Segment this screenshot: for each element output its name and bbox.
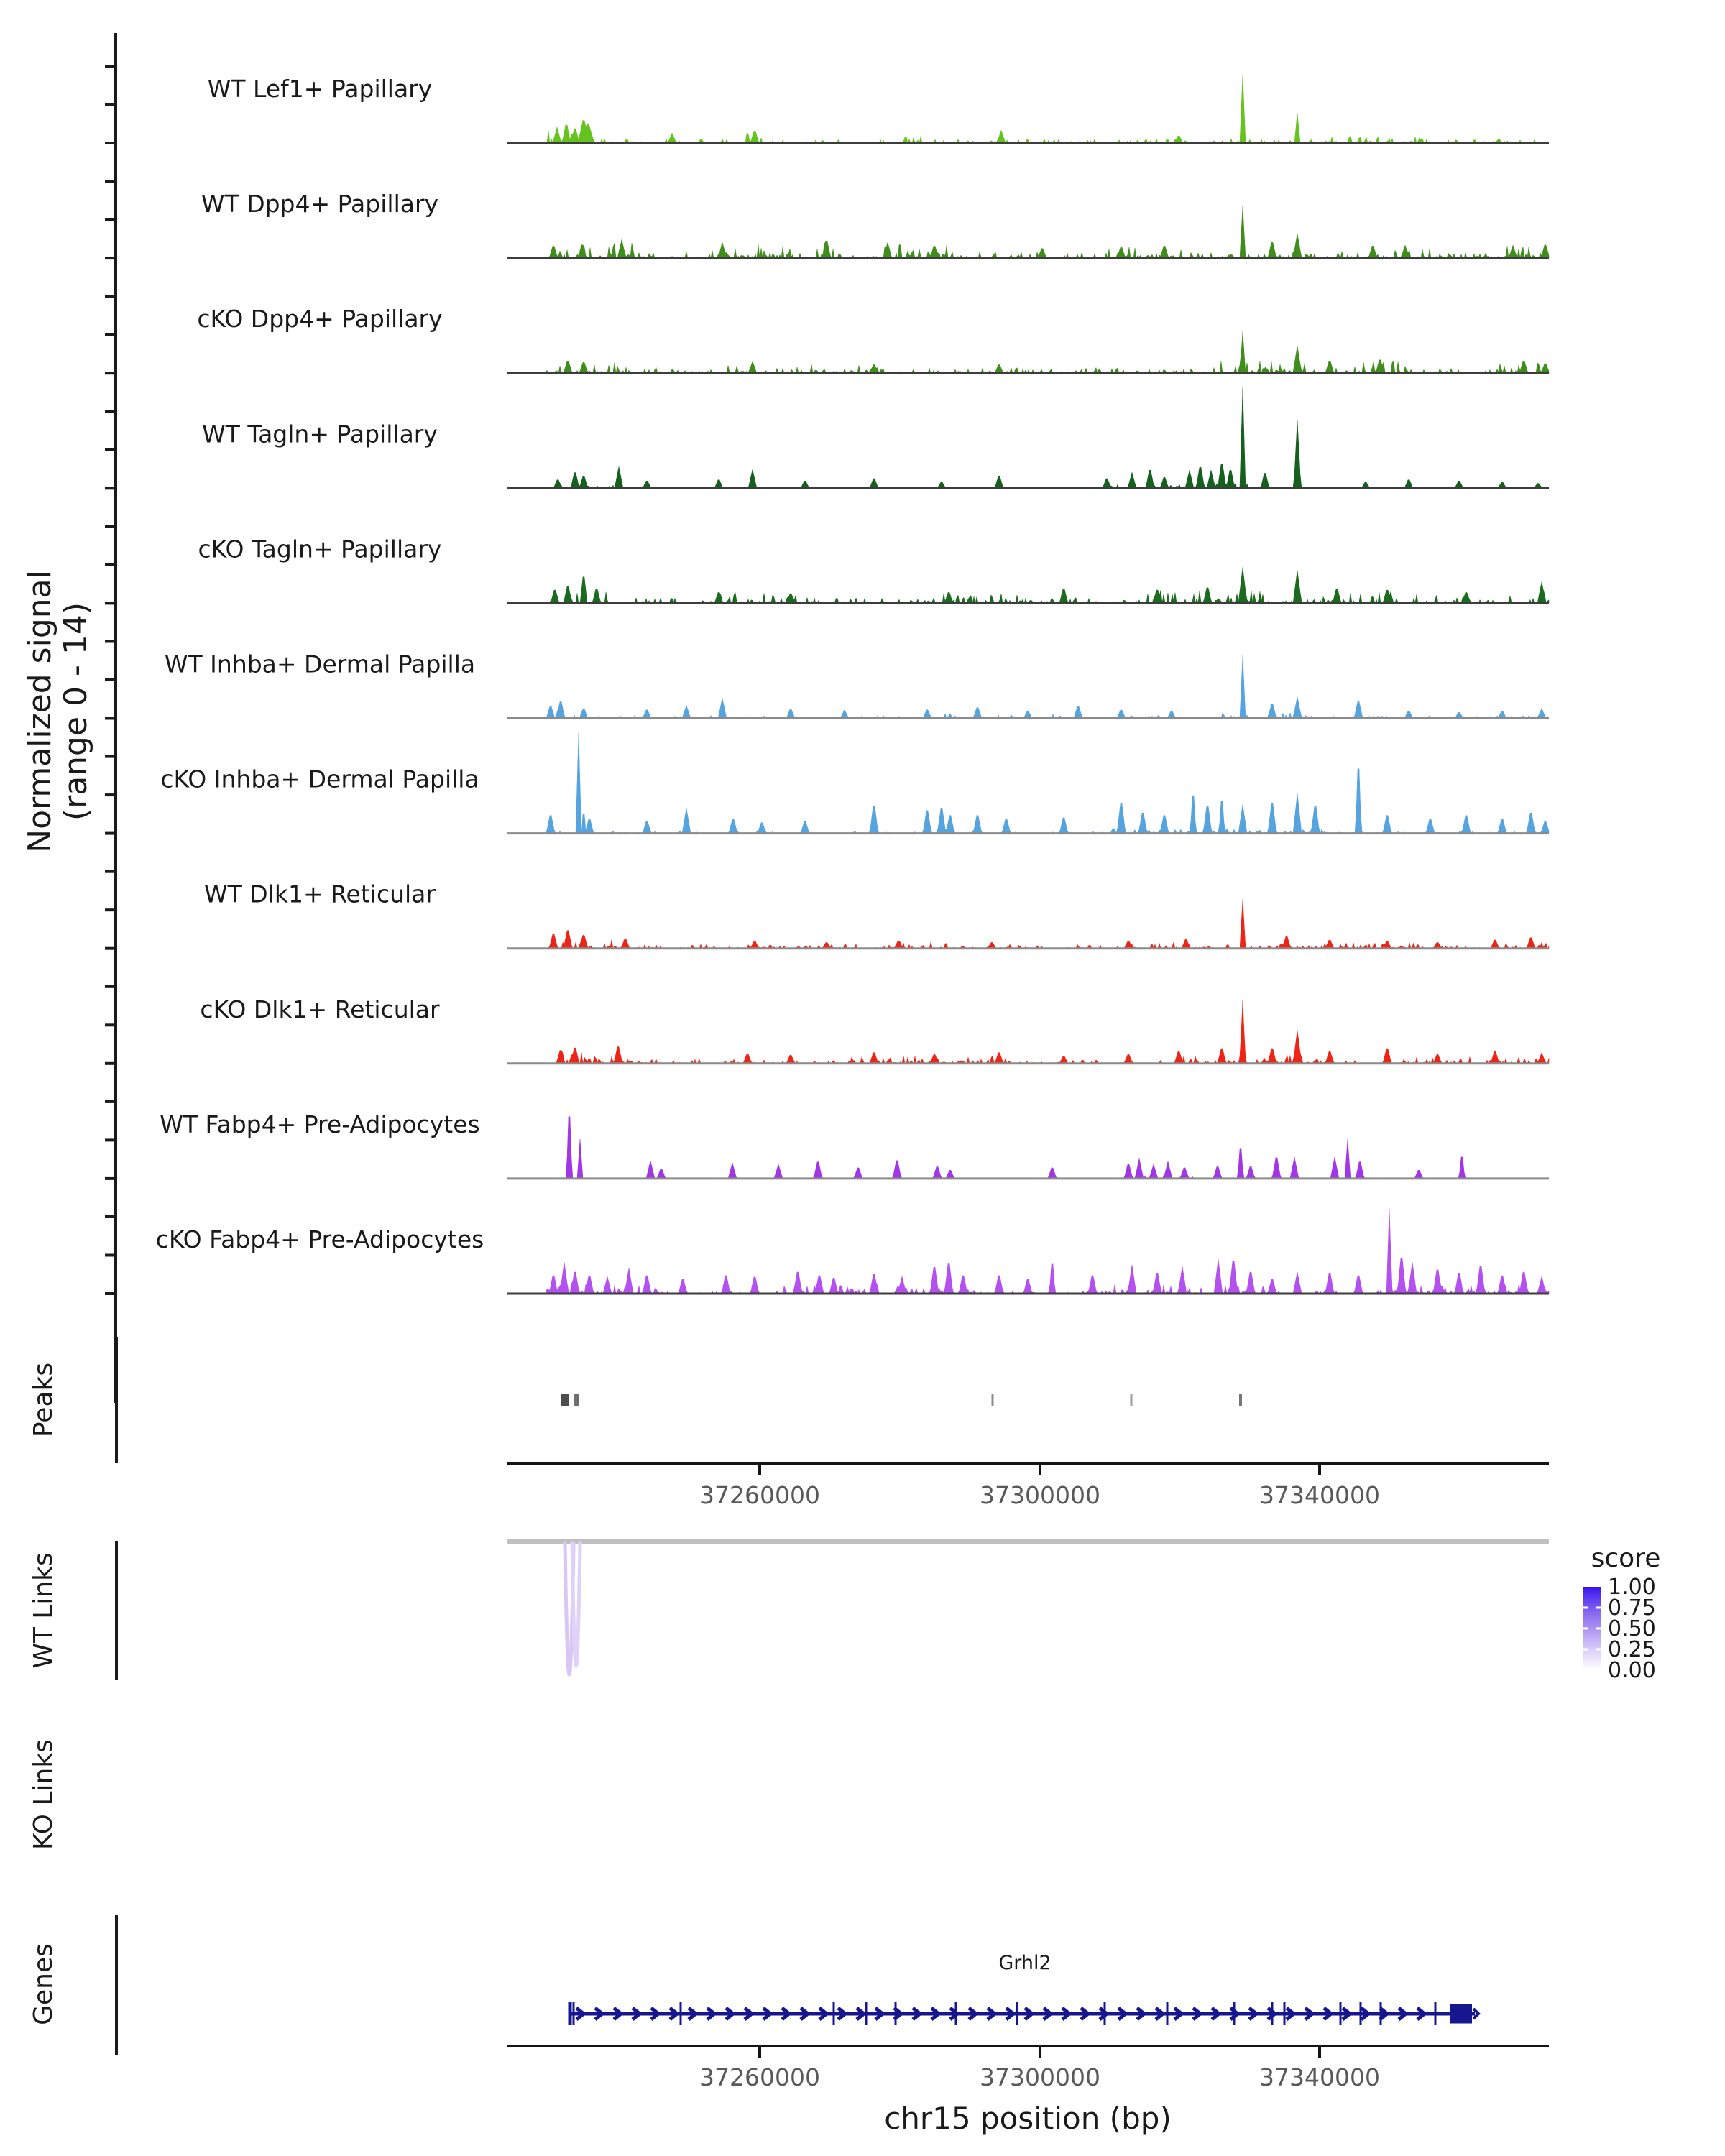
score-bar-notch	[1596, 1607, 1601, 1609]
gene-model	[569, 2002, 1479, 2025]
track-label: cKO Fabp4+ Pre-Adipocytes	[155, 1225, 484, 1253]
peaks-x-axis	[507, 1463, 1549, 1509]
score-bar-notch	[1596, 1649, 1601, 1651]
section-label-genes: Genes	[29, 1943, 58, 2025]
signal-area	[507, 567, 1549, 603]
score-tick-label: 1.00	[1608, 1575, 1656, 1600]
track-label: WT Tagln+ Papillary	[202, 420, 438, 448]
signal-track	[197, 305, 1549, 373]
y-axis-title-line2: (range 0 - 14)	[58, 602, 94, 821]
score-bar-notch	[1583, 1649, 1588, 1651]
gene-exon-tick	[1360, 2002, 1362, 2025]
score-tick-labels	[1608, 1575, 1656, 1683]
signal-area	[507, 206, 1549, 258]
score-tick-label: 0.00	[1608, 1658, 1656, 1683]
peak-call-mark	[1131, 1394, 1133, 1406]
x-axis-tick-label: 37300000	[980, 1481, 1100, 1509]
signal-area	[507, 75, 1549, 143]
signal-area	[507, 387, 1549, 488]
gene-exon-tick	[1284, 2002, 1286, 2025]
x-axis-tick-label: 37300000	[980, 2063, 1100, 2091]
signal-track	[201, 190, 1549, 258]
signal-track	[202, 387, 1549, 488]
signal-track	[165, 650, 1549, 719]
gene-terminal-exon-box	[1450, 2004, 1472, 2024]
score-tick-label: 0.75	[1608, 1595, 1656, 1621]
track-label: WT Inhba+ Dermal Papilla	[164, 650, 476, 678]
x-axis-tick-label: 37340000	[1259, 1481, 1380, 1509]
score-legend-title: score	[1591, 1544, 1661, 1573]
wt-link-arcs	[565, 1543, 580, 1674]
signal-tracks-section	[156, 75, 1549, 1294]
gene-exon-tick	[1271, 2002, 1274, 2025]
score-tick-label: 0.50	[1608, 1616, 1656, 1641]
peak-call-mark	[992, 1394, 994, 1406]
track-label: WT Fabp4+ Pre-Adipocytes	[160, 1110, 480, 1138]
section-label-peaks: Peaks	[29, 1362, 58, 1438]
track-label: cKO Dpp4+ Papillary	[197, 305, 443, 333]
signal-area	[507, 900, 1549, 949]
score-tick-label: 0.25	[1608, 1637, 1656, 1662]
signal-area	[507, 1000, 1549, 1064]
gene-exon-tick	[833, 2002, 835, 2025]
signal-track	[200, 995, 1549, 1064]
signal-track	[160, 1110, 1549, 1179]
track-label: cKO Inhba+ Dermal Papilla	[160, 765, 479, 793]
signal-area	[507, 1209, 1549, 1294]
score-bar-notch	[1583, 1607, 1588, 1609]
gene-name-label: Grhl2	[998, 1952, 1052, 1974]
gene-exon-tick	[1167, 2002, 1169, 2025]
signal-area	[507, 655, 1549, 719]
gene-exon-tick	[1016, 2002, 1018, 2025]
signal-area	[507, 733, 1549, 834]
gene-exon-tick	[955, 2002, 957, 2025]
signal-y-axis-ticks	[105, 66, 116, 1294]
score-bar-notch	[1596, 1628, 1601, 1630]
gene-exon-tick	[1435, 2002, 1437, 2025]
signal-track	[208, 75, 1549, 143]
section-label-ko-links: KO Links	[29, 1739, 58, 1850]
track-label: WT Dlk1+ Reticular	[204, 880, 436, 908]
genome-x-axis	[507, 2046, 1549, 2091]
peak-call-mark	[1239, 1394, 1242, 1406]
peak-call-mark	[574, 1394, 579, 1406]
gene-exon-tick	[1233, 2002, 1236, 2025]
x-axis-title: chr15 position (bp)	[884, 2101, 1172, 2136]
track-label: WT Dpp4+ Papillary	[201, 190, 439, 218]
gene-exon-tick	[1340, 2002, 1342, 2025]
track-label: WT Lef1+ Papillary	[207, 75, 433, 103]
track-label: cKO Dlk1+ Reticular	[200, 995, 440, 1023]
gene-exon-tick	[1380, 2002, 1382, 2025]
gene-exon-tick	[865, 2002, 868, 2025]
signal-area	[507, 1117, 1549, 1179]
y-axis-title-line1: Normalized signal	[22, 570, 58, 853]
signal-track	[156, 1209, 1549, 1294]
signal-track	[204, 880, 1549, 949]
gene-exon-tick	[1104, 2002, 1106, 2025]
signal-track	[160, 733, 1549, 834]
peak-calls	[561, 1394, 1243, 1406]
signal-area	[507, 331, 1549, 373]
x-axis-tick-label: 37260000	[699, 1481, 820, 1509]
score-legend	[1583, 1544, 1660, 1683]
gene-exon-tick	[573, 2002, 575, 2025]
wt-link-arc	[572, 1543, 580, 1666]
peak-call-mark	[561, 1394, 569, 1406]
gene-exon-tick	[895, 2002, 897, 2025]
signal-track	[198, 535, 1549, 603]
x-axis-tick-label: 37340000	[1259, 2063, 1380, 2091]
score-bar-notch	[1583, 1628, 1588, 1630]
track-label: cKO Tagln+ Papillary	[198, 535, 442, 563]
x-axis-tick-label: 37260000	[699, 2063, 820, 2091]
gene-exon-tick	[680, 2002, 682, 2025]
gene-start-bar	[569, 2002, 572, 2025]
section-label-wt-links: WT Links	[29, 1552, 58, 1669]
